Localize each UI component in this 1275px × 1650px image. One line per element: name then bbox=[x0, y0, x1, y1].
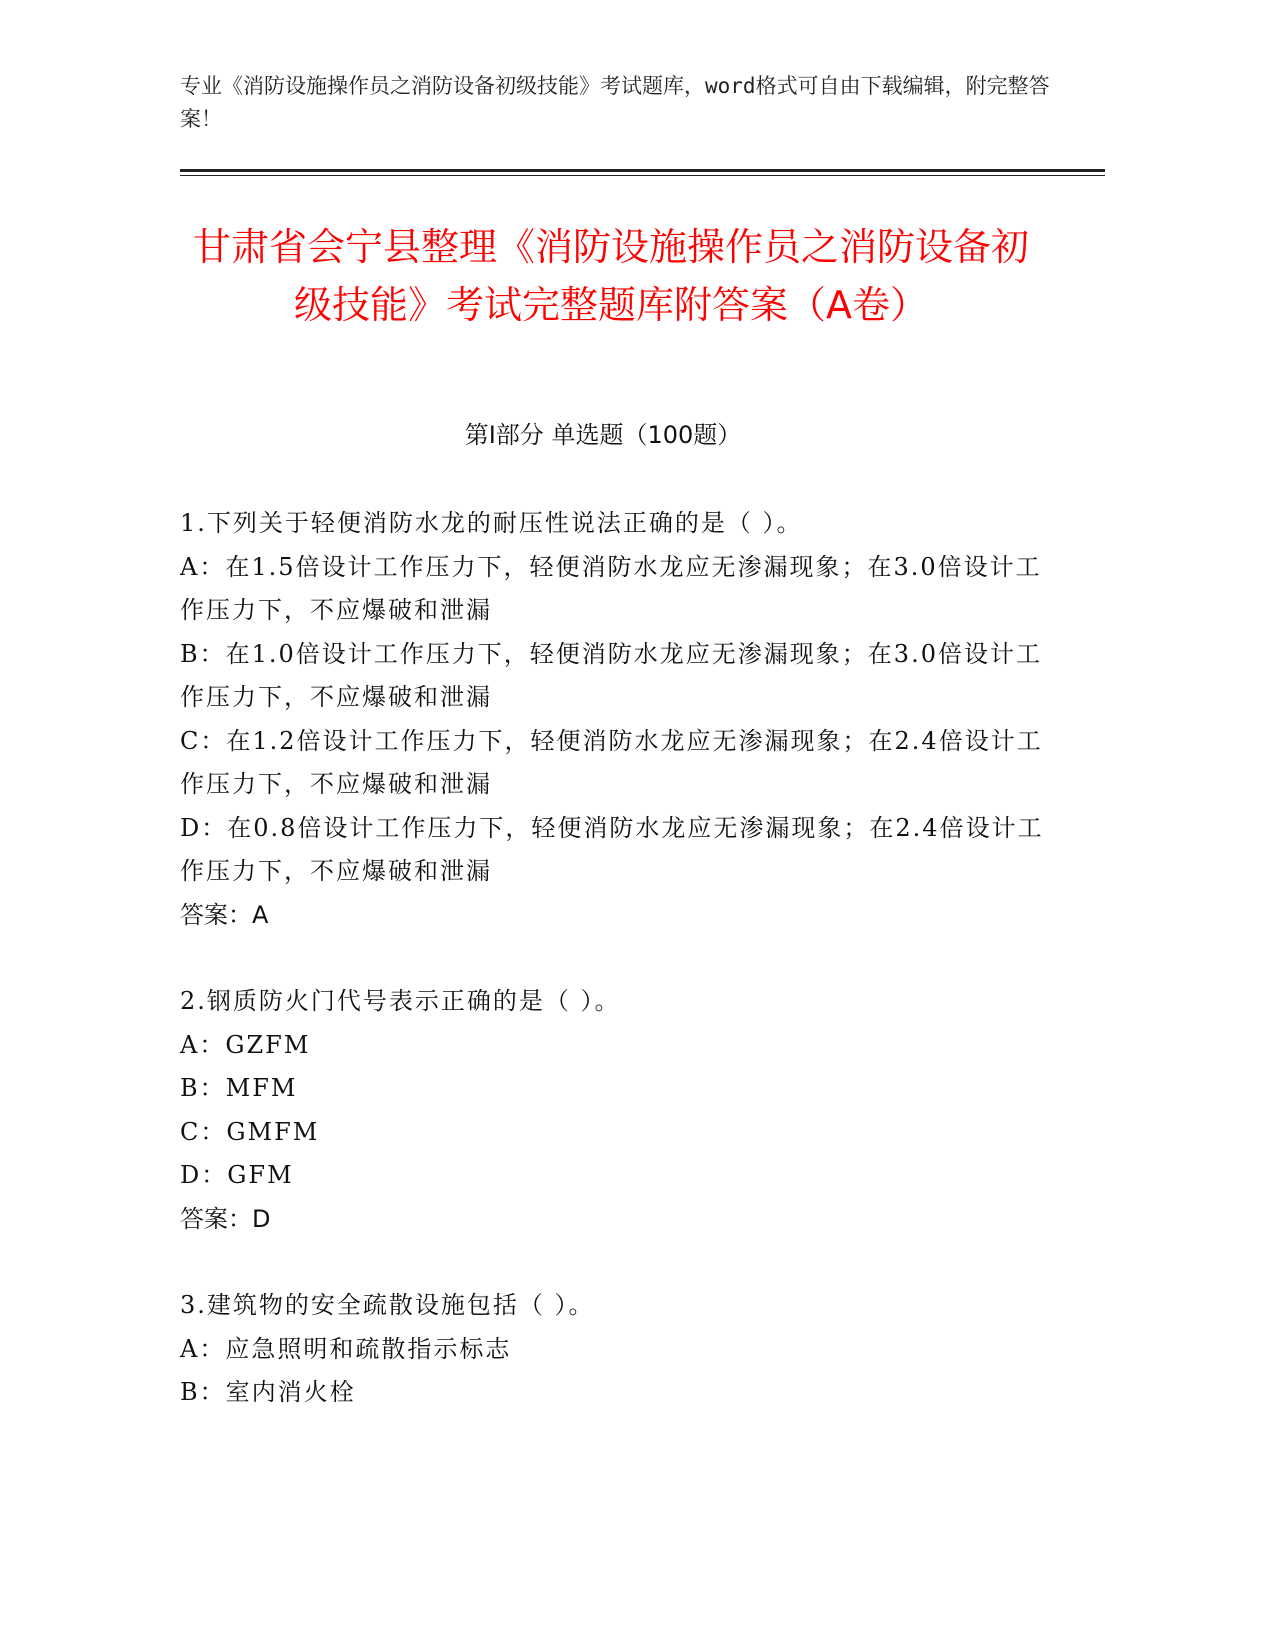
option-c: C：GMFM bbox=[180, 1117, 320, 1146]
question-stem: 1.下列关于轻便消防水龙的耐压性说法正确的是（ ）。 bbox=[180, 509, 803, 537]
question-3 bbox=[180, 1284, 1060, 1415]
option-c: C：在1.2倍设计工作压力下，轻便消防水龙应无渗漏现象；在2.4倍设计工作压力下，不应爆破和泄漏 bbox=[180, 726, 1043, 798]
question-list bbox=[180, 502, 1060, 1458]
option-d: D：在0.8倍设计工作压力下，轻便消防水龙应无渗漏现象；在2.4倍设计工作压力下，不应爆破和泄漏 bbox=[180, 813, 1044, 885]
option-b: B：在1.0倍设计工作压力下，轻便消防水龙应无渗漏现象；在3.0倍设计工作压力下，不应爆破和泄漏 bbox=[180, 639, 1042, 711]
question-1 bbox=[180, 502, 1060, 937]
question-stem: 2.钢质防火门代号表示正确的是（ ）。 bbox=[180, 987, 621, 1015]
option-b: B：MFM bbox=[180, 1074, 298, 1102]
question-2 bbox=[180, 980, 1060, 1241]
document-title: 甘肃省会宁县整理《消防设施操作员之消防设备初级技能》考试完整题库附答案（A卷） bbox=[192, 225, 1029, 327]
answer: 答案：D bbox=[180, 1204, 271, 1233]
option-a: A：在1.5倍设计工作压力下，轻便消防水龙应无渗漏现象；在3.0倍设计工作压力下，不应爆破和泄漏 bbox=[180, 552, 1042, 624]
option-a: A：GZFM bbox=[180, 1030, 311, 1059]
answer: 答案：A bbox=[180, 900, 269, 929]
option-a: A：应急照明和疏散指示标志 bbox=[180, 1334, 512, 1363]
option-b: B：室内消火栓 bbox=[180, 1378, 356, 1406]
header-note: 专业《消防设施操作员之消防设备初级技能》考试题库，word格式可自由下载编辑，附完整答案！ bbox=[180, 74, 1050, 131]
section-title: 第I部分 单选题（100题） bbox=[464, 421, 742, 449]
option-d: D：GFM bbox=[180, 1161, 294, 1189]
question-stem: 3.建筑物的安全疏散设施包括（ ）。 bbox=[180, 1291, 595, 1319]
header-divider-thick bbox=[180, 169, 1105, 172]
header-divider-thin bbox=[180, 175, 1105, 176]
